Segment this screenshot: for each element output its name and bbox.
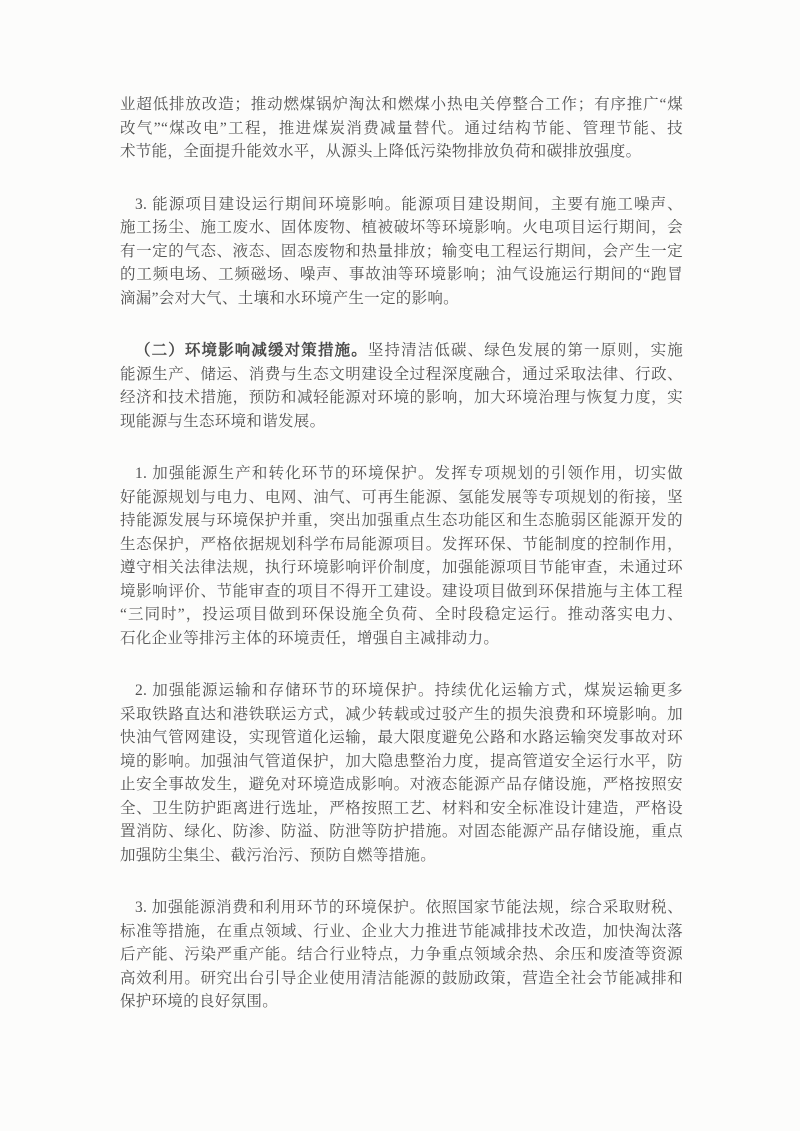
text-line: 的工频电场、工频磁场、噪声、事故油等环境影响；油气设施运行期间的“跑冒 (120, 266, 683, 283)
text-line: 境的影响。加强油气管道保护，加大隐患整治力度，提高管道安全运行水平，防 (120, 752, 683, 770)
text-line: （二）环境影响减缓对策措施。坚持清洁低碳、绿色发展的第一原则，实施 (135, 342, 683, 359)
text-line: 遵守相关法律法规，执行环境影响评价制度，加强能源项目节能审查，未通过环 (120, 559, 683, 576)
text-line: 好能源规划与电力、电网、油气、可再生能源、氢能发展等专项规划的衔接，坚 (120, 488, 683, 506)
text-line: 保护环境的良好氛围。 (120, 993, 279, 1010)
text-line: 加强防尘集尘、截污治污、预防自燃等措施。 (120, 846, 437, 864)
text-line: 高效利用。研究出台引导企业使用清洁能源的鼓励政策，营造全社会节能减排和 (120, 969, 683, 987)
text-line: 有一定的气态、液态、固态废物和热量排放；输变电工程运行期间，会产生一定 (120, 242, 683, 260)
text-line: 后产能、污染严重产能。结合行业特点，力争重点领域余热、余压和废渣等资源 (120, 946, 683, 963)
document-body (120, 93, 683, 1014)
text-line: 生态保护，严格依据规划科学布局能源项目。发挥环保、节能制度的控制作用， (120, 535, 683, 553)
paragraph (120, 896, 683, 1014)
section-heading-lead: （二）环境影响减缓对策措施。 (135, 342, 368, 359)
text-line: 全、卫生防护距离进行选址，严格按照工艺、材料和安全标准设计建造，严格设 (120, 799, 683, 817)
text-line: 采取铁路直达和港铁联运方式，减少转载或过驳产生的损失浪费和环境影响。加 (120, 705, 683, 723)
text-line: 持能源发展与环境保护并重，突出加强重点生态功能区和生态脆弱区能源开发的 (120, 512, 683, 529)
text-line: 能源生产、储运、消费与生态文明建设全过程深度融合，通过采取法律、行政、 (120, 365, 683, 383)
text-line: 快油气管网建设，实现管道化运输，最大限度避免公路和水路运输突发事故对环 (120, 729, 683, 746)
text-line: 改气”“煤改电”工程，推进煤炭消费减量替代。通过结构节能、管理节能、技 (120, 119, 683, 137)
text-line: “三同时”，投运项目做到环保设施全负荷、全时段稳定运行。推动落实电力、 (120, 606, 683, 623)
text-line: 滴漏”会对大气、土壤和水环境产生一定的影响。 (120, 289, 459, 307)
paragraph (120, 339, 683, 433)
text-line: 3. 加强能源消费和利用环节的环境保护。依照国家节能法规，综合采取财税、 (135, 899, 683, 916)
text-line: 石化企业等排污主体的环境责任，增强自主减排动力。 (120, 629, 500, 647)
text-line: 业超低排放改造；推动燃煤锅炉淘汰和燃煤小热电关停整合工作；有序推广“煤 (120, 96, 683, 113)
paragraph (120, 93, 683, 164)
paragraph (120, 679, 683, 867)
text-line: 置消防、绿化、防渗、防溢、防泄等防护措施。对固态能源产品存储设施，重点 (120, 823, 683, 840)
text-line: 止安全事故发生，避免对环境造成影响。对液态能源产品存储设施，严格按照安 (120, 776, 683, 793)
text-line: 3. 能源项目建设运行期间环境影响。能源项目建设期间，主要有施工噪声、 (135, 195, 683, 213)
text-line: 现能源与生态环境和谐发展。 (120, 412, 326, 430)
paragraph (120, 462, 683, 650)
text-line: 施工扬尘、施工废水、固体废物、植被破坏等环境影响。火电项目运行期间，会 (120, 219, 683, 236)
text-line: 经济和技术措施，预防和减轻能源对环境的影响，加大环境治理与恢复力度，实 (120, 389, 683, 406)
text-line: 1. 加强能源生产和转化环节的环境保护。发挥专项规划的引领作用，切实做 (135, 465, 683, 482)
text-line: 境影响评价、节能审查的项目不得开工建设。建设项目做到环保措施与主体工程 (120, 582, 683, 600)
paragraph (120, 193, 683, 311)
text-line: 标准等措施，在重点领域、行业、企业大力推进节能减排技术改造，加快淘汰落 (120, 922, 683, 940)
text-line: 术节能，全面提升能效水平，从源头上降低污染物排放负荷和碳排放强度。 (120, 143, 642, 160)
text-line: 2. 加强能源运输和存储环节的环境保护。持续优化运输方式，煤炭运输更多 (135, 682, 683, 699)
